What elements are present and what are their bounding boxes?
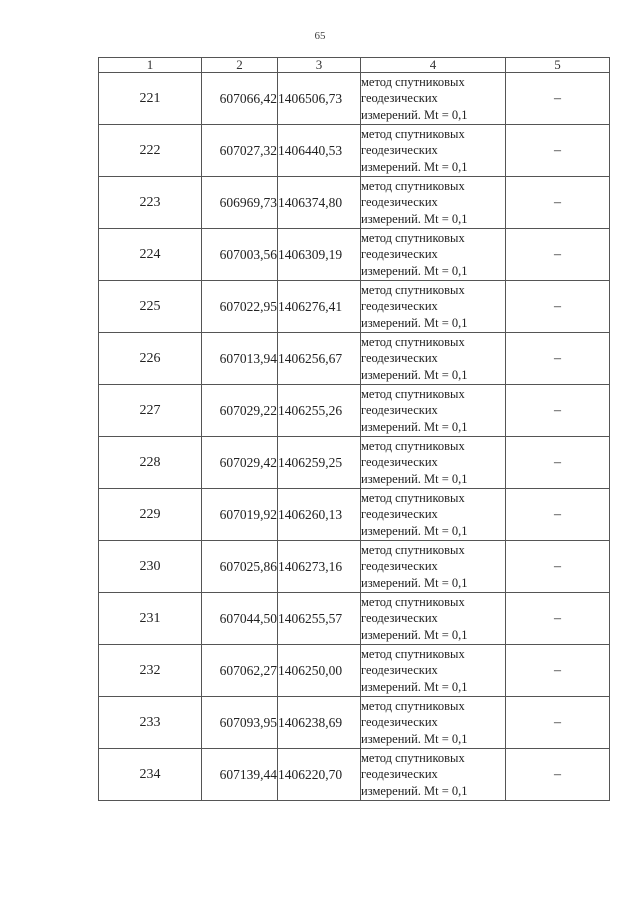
coordinate-y: 1406260,13: [278, 489, 361, 541]
note-dash: –: [506, 593, 610, 645]
table-row: [99, 385, 610, 437]
method-line-1: метод спутниковых: [361, 750, 465, 765]
point-number: 229: [99, 489, 202, 541]
method-line-1: метод спутниковых: [361, 438, 465, 453]
point-number: 223: [99, 177, 202, 229]
point-number: 222: [99, 125, 202, 177]
note-dash: –: [506, 281, 610, 333]
coordinates-table: [98, 57, 610, 801]
method-line-3: измерений. Mt = 0,1: [361, 159, 468, 174]
method-line-1: метод спутниковых: [361, 282, 465, 297]
note-dash: –: [506, 437, 610, 489]
method-line-3: измерений. Mt = 0,1: [361, 263, 468, 278]
method-line-1: метод спутниковых: [361, 386, 465, 401]
note-dash: –: [506, 541, 610, 593]
note-dash: –: [506, 489, 610, 541]
table-row: [99, 177, 610, 229]
method-line-2: геодезических: [361, 299, 438, 314]
method-line-1: метод спутниковых: [361, 490, 465, 505]
method-description: [361, 749, 506, 801]
page-number: 65: [314, 30, 326, 42]
coordinate-y: 1406220,70: [278, 749, 361, 801]
method-description: [361, 385, 506, 437]
method-line-3: измерений. Mt = 0,1: [361, 627, 468, 642]
method-description: [361, 73, 506, 125]
coordinate-x: 606969,73: [202, 177, 278, 229]
method-line-2: геодезических: [361, 455, 438, 470]
method-line-3: измерений. Mt = 0,1: [361, 523, 468, 538]
method-description: [361, 333, 506, 385]
coordinate-x: 607029,42: [202, 437, 278, 489]
note-dash: –: [506, 697, 610, 749]
note-dash: –: [506, 177, 610, 229]
column-header-5: 5: [506, 58, 610, 73]
coordinate-y: 1406276,41: [278, 281, 361, 333]
coordinate-x: 607025,86: [202, 541, 278, 593]
table-header-row: [99, 58, 610, 73]
method-line-1: метод спутниковых: [361, 646, 465, 661]
coordinate-y: 1406309,19: [278, 229, 361, 281]
table-row: [99, 125, 610, 177]
note-dash: –: [506, 125, 610, 177]
coordinate-y: 1406506,73: [278, 73, 361, 125]
method-line-2: геодезических: [361, 351, 438, 366]
table-row: [99, 541, 610, 593]
method-line-1: метод спутниковых: [361, 74, 465, 89]
method-description: [361, 697, 506, 749]
method-line-3: измерений. Mt = 0,1: [361, 783, 468, 798]
point-number: 232: [99, 645, 202, 697]
note-dash: –: [506, 749, 610, 801]
point-number: 231: [99, 593, 202, 645]
coordinate-x: 607093,95: [202, 697, 278, 749]
table-row: [99, 645, 610, 697]
method-description: [361, 177, 506, 229]
method-line-2: геодезических: [361, 507, 438, 522]
method-line-1: метод спутниковых: [361, 334, 465, 349]
point-number: 234: [99, 749, 202, 801]
coordinate-x: 607019,92: [202, 489, 278, 541]
method-line-2: геодезических: [361, 559, 438, 574]
note-dash: –: [506, 229, 610, 281]
method-line-2: геодезических: [361, 663, 438, 678]
method-line-2: геодезических: [361, 195, 438, 210]
method-line-1: метод спутниковых: [361, 698, 465, 713]
point-number: 230: [99, 541, 202, 593]
note-dash: –: [506, 645, 610, 697]
coordinate-y: 1406255,26: [278, 385, 361, 437]
method-description: [361, 645, 506, 697]
method-description: [361, 125, 506, 177]
coordinate-y: 1406255,57: [278, 593, 361, 645]
method-description: [361, 489, 506, 541]
method-line-3: измерений. Mt = 0,1: [361, 211, 468, 226]
method-line-2: геодезических: [361, 715, 438, 730]
coordinate-x: 607066,42: [202, 73, 278, 125]
coordinate-x: 607022,95: [202, 281, 278, 333]
coordinate-y: 1406238,69: [278, 697, 361, 749]
method-description: [361, 541, 506, 593]
method-description: [361, 281, 506, 333]
method-line-3: измерений. Mt = 0,1: [361, 367, 468, 382]
coordinate-x: 607013,94: [202, 333, 278, 385]
table-row: [99, 229, 610, 281]
method-line-2: геодезических: [361, 91, 438, 106]
coordinate-y: 1406273,16: [278, 541, 361, 593]
table-row: [99, 333, 610, 385]
coordinate-x: 607003,56: [202, 229, 278, 281]
method-line-3: измерений. Mt = 0,1: [361, 419, 468, 434]
coordinate-x: 607044,50: [202, 593, 278, 645]
point-number: 233: [99, 697, 202, 749]
coordinate-x: 607029,22: [202, 385, 278, 437]
table-row: [99, 437, 610, 489]
table-row: [99, 749, 610, 801]
method-line-2: геодезических: [361, 767, 438, 782]
method-line-3: измерений. Mt = 0,1: [361, 315, 468, 330]
method-line-2: геодезических: [361, 247, 438, 262]
column-header-1: 1: [99, 58, 202, 73]
table-row: [99, 697, 610, 749]
method-line-2: геодезических: [361, 403, 438, 418]
method-line-2: геодезических: [361, 611, 438, 626]
note-dash: –: [506, 73, 610, 125]
method-line-1: метод спутниковых: [361, 594, 465, 609]
point-number: 221: [99, 73, 202, 125]
point-number: 228: [99, 437, 202, 489]
method-line-3: измерений. Mt = 0,1: [361, 107, 468, 122]
coordinate-x: 607139,44: [202, 749, 278, 801]
coordinate-y: 1406259,25: [278, 437, 361, 489]
method-description: [361, 229, 506, 281]
point-number: 224: [99, 229, 202, 281]
coordinate-y: 1406440,53: [278, 125, 361, 177]
method-line-3: измерений. Mt = 0,1: [361, 471, 468, 486]
table-row: [99, 489, 610, 541]
note-dash: –: [506, 333, 610, 385]
note-dash: –: [506, 385, 610, 437]
method-line-1: метод спутниковых: [361, 126, 465, 141]
method-line-1: метод спутниковых: [361, 230, 465, 245]
method-description: [361, 593, 506, 645]
column-header-3: 3: [278, 58, 361, 73]
coordinate-x: 607027,32: [202, 125, 278, 177]
point-number: 226: [99, 333, 202, 385]
method-line-1: метод спутниковых: [361, 542, 465, 557]
table-row: [99, 593, 610, 645]
table-row: [99, 73, 610, 125]
method-line-3: измерений. Mt = 0,1: [361, 731, 468, 746]
point-number: 225: [99, 281, 202, 333]
method-line-3: измерений. Mt = 0,1: [361, 575, 468, 590]
table-row: [99, 281, 610, 333]
method-line-2: геодезических: [361, 143, 438, 158]
coordinate-y: 1406250,00: [278, 645, 361, 697]
coordinate-y: 1406374,80: [278, 177, 361, 229]
method-description: [361, 437, 506, 489]
method-line-1: метод спутниковых: [361, 178, 465, 193]
method-line-3: измерений. Mt = 0,1: [361, 679, 468, 694]
coordinate-y: 1406256,67: [278, 333, 361, 385]
coordinate-x: 607062,27: [202, 645, 278, 697]
column-header-4: 4: [361, 58, 506, 73]
column-header-2: 2: [202, 58, 278, 73]
point-number: 227: [99, 385, 202, 437]
